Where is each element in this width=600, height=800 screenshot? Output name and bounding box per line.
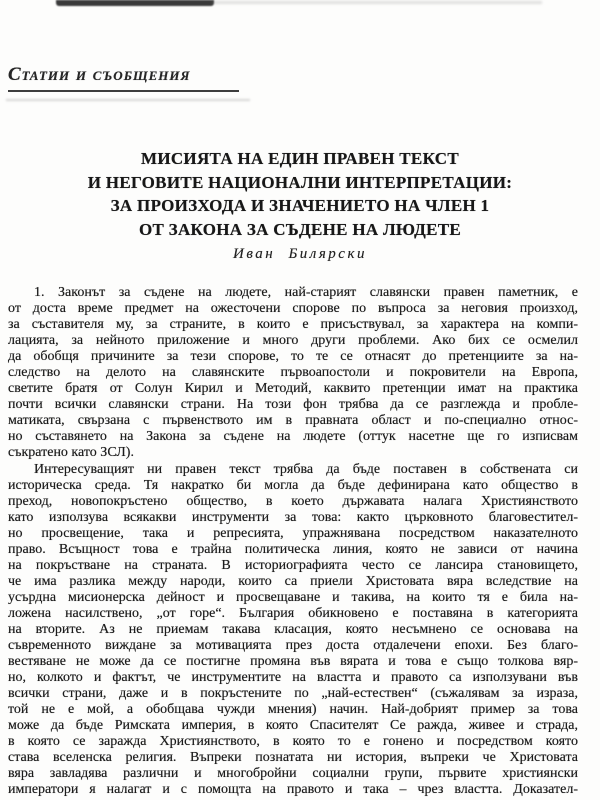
body-line: усърдна мисионерска дейност и просвещаване и такива, на които тя е била на- (8, 589, 578, 605)
body-line: съвременното виждане за мотивацията през доста отдалечени епохи. Без благо- (8, 638, 578, 654)
body-line: от доста време предмет на ожесточени спорове по въпроса за неговия произход, (8, 301, 578, 317)
section-header-ghost-rule (6, 99, 250, 101)
body-line: на покръстване на страната. В историографията често се лансира становището, (8, 557, 578, 573)
paragraph (8, 462, 578, 799)
body-line: почти всички славянски страни. На този фон трябва да се разглежда и пробле- (8, 397, 578, 413)
body-line: но просвещение, така и репресията, упражнявана посредством наказателното (8, 525, 578, 541)
body-line: за съставителя му, за страните, в които е присъствувал, за характера на компи- (8, 317, 578, 333)
body-line: матиката, свързана с първенството им в правната област и по-специално относ- (8, 413, 578, 429)
section-header: Статии и съобщения (8, 64, 239, 92)
body-line: съкратено като ЗСЛ). (8, 445, 134, 461)
body-line: но съставянето на Закона за съдене на людете (оттук насетне ще го изписвам (8, 429, 578, 445)
title-line: ОТ ЗАКОНА ЗА СЪДЕНЕ НА ЛЮДЕТЕ (138, 219, 462, 239)
article-title (30, 147, 570, 241)
title-line: ЗА ПРОИЗХОДА И ЗНАЧЕНИЕТО НА ЧЛЕН 1 (110, 196, 490, 215)
body-line: той не е мой, а обобщава чужди мнения) начин. Най-добрият пример за това (8, 702, 578, 718)
body-line: лацията, за нейното приложение и много други проблеми. Ако бих се осмелил (8, 333, 578, 349)
body-line: вестяване не може да се постигне промяна във вярата и това е също толкова вяр- (8, 654, 578, 670)
body-line: може да бъде Римската империя, в която Спасителят Се ражда, живее и страда, (8, 718, 578, 734)
body-line: като използува всякакви инструменти за това: както църковното благовестител- (8, 509, 578, 525)
body-line: преход, новопокръстено общество, в което държавата налага Християнството (8, 493, 578, 509)
body-line: императори я налагат и с помощта на правото и така – чрез властта. Доказател- (8, 782, 578, 798)
body-line: но, колкото и фактът, че инструментите на властта и правото са използувани във (8, 670, 578, 686)
author-name: Иван Билярски (233, 246, 367, 262)
body-line: ложена насилствено, „от горе“. България обикновено е поставяна в категорията (8, 605, 578, 621)
scan-artifact-smudge (212, 1, 542, 4)
body-line: следство на делото на славянските първоапостоли и покровители на Европа, (8, 365, 578, 381)
title-line: МИСИЯТА НА ЕДИН ПРАВЕН ТЕКСТ (140, 149, 459, 168)
body-line: Интересуващият ни правен текст трябва да бъде поставен в собствената си (34, 461, 578, 477)
body-line: 1. Законът за съдене на людете, най-старият славянски правен паметник, е (34, 285, 578, 300)
body-line: вяра завладява различни и многобройни социални групи, първите християнски (8, 766, 578, 782)
body-line: на вторите. Аз не приемам такава класация, която несъмнено се основава на (8, 621, 578, 637)
body-line: да обобщя причините за тези спорове, то те се отнасят до претенциите за на- (8, 349, 578, 365)
body-line: става вселенска религия. Въпреки познатата ни история, въпреки че Христовата (8, 750, 578, 766)
body-line: светите братя от Солун Кирил и Методий, каквито претенции имат на практика (8, 381, 578, 397)
body-line: всички страни, даже и в покръстените по „най-естествен“ (съжалявам за израза, (8, 686, 578, 702)
body-line: право. Всъщност това е трайна политическа линия, която не зависи от начина (8, 541, 578, 557)
scan-artifact-bar (56, 0, 214, 6)
paragraph (8, 285, 578, 462)
body-line: историческа среда. Тя накратко би могла да бъде дефинирана като общество в (8, 477, 578, 493)
title-line: И НЕГОВИТЕ НАЦИОНАЛНИ ИНТЕРПРЕТАЦИИ: (87, 172, 513, 192)
article-body (8, 285, 578, 799)
body-line: в която се заражда Християнството, в която то е гонено и посредством която (8, 734, 578, 750)
body-line: че има разлика между народи, които са приели Христовата вяра вследствие на (8, 573, 578, 589)
